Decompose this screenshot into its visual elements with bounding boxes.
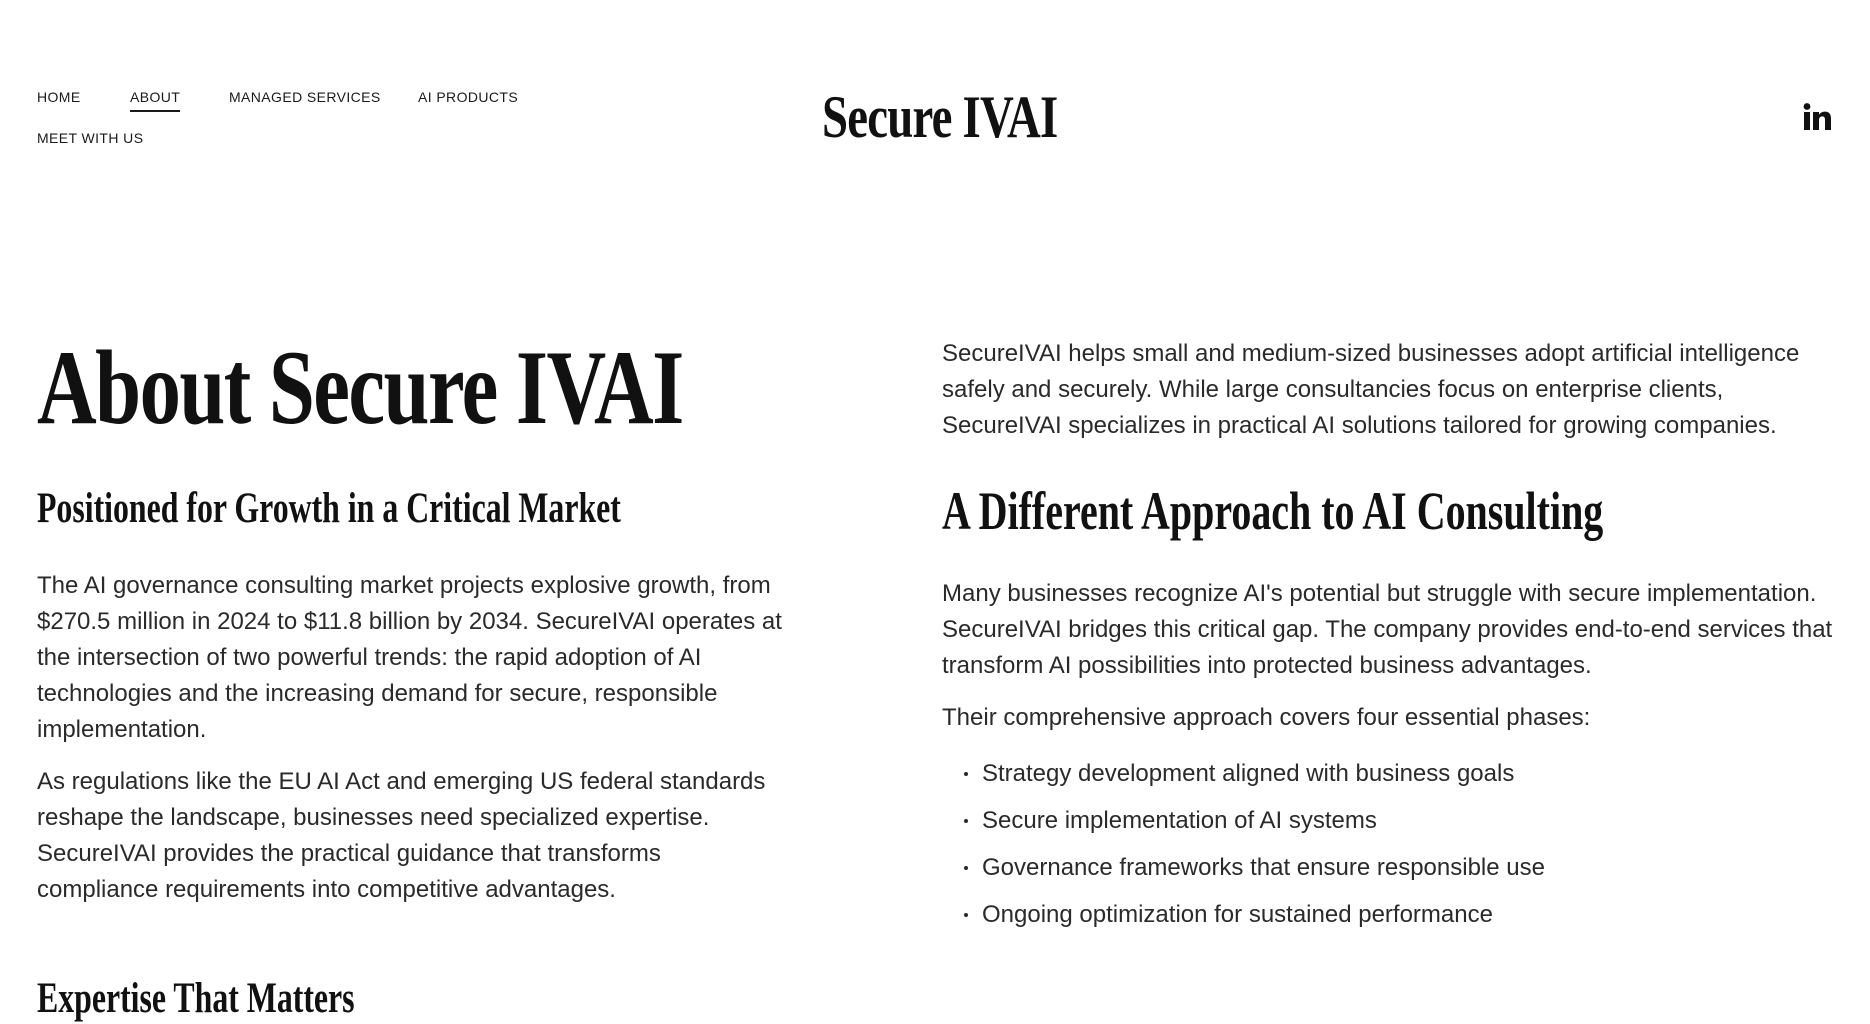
page-title: About Secure IVAI: [37, 329, 683, 446]
approach-paragraph: Many businesses recognize AI's potential but struggle with secure implementation. SecureIVAI bridges this critical gap. The company provides end-to-end services that transform AI possibilities into protected business advantages.: [942, 580, 1833, 679]
left-column: [37, 330, 797, 908]
list-item: [942, 756, 1842, 792]
nav-meet-with-us[interactable]: MEET WITH US: [37, 130, 144, 146]
phase-text: Secure implementation of AI systems: [982, 807, 1377, 834]
expertise-heading: Expertise That Matters: [37, 974, 355, 1022]
bullet-icon: [964, 819, 968, 823]
phase-text: Ongoing optimization for sustained performance: [982, 901, 1493, 928]
nav-home[interactable]: HOME: [37, 89, 81, 105]
site-logo[interactable]: Secure IVAI: [822, 84, 1058, 150]
nav-ai-products[interactable]: AI PRODUCTS: [418, 89, 519, 105]
phases-intro: Their comprehensive approach covers four essential phases:: [942, 704, 1591, 731]
market-paragraph: The AI governance consulting market projects explosive growth, from $270.5 million in 2024 to $11.8 billion by 2034. SecureIVAI operates at the intersection of two powerful trends: the rapid adoption of AI technologies and the increasing demand for secure, responsible implementation.: [37, 572, 782, 743]
intro-paragraph: SecureIVAI helps small and medium-sized businesses adopt artificial intelligence safely and securely. While large consultancies focus on enterprise clients, SecureIVAI specializes in practical AI solutions tailored for growing companies.: [942, 340, 1800, 439]
approach-heading: A Different Approach to AI Consulting: [942, 481, 1604, 541]
nav-about[interactable]: ABOUT: [130, 89, 181, 105]
regulations-paragraph: As regulations like the EU AI Act and emerging US federal standards reshape the landscape, businesses need specialized expertise. SecureIVAI provides the practical guidance that transforms compliance requirements into competitive advantages.: [37, 768, 766, 903]
nav-managed-services[interactable]: MANAGED SERVICES: [229, 89, 381, 105]
site-header: [0, 0, 1870, 200]
market-heading: Positioned for Growth in a Critical Market: [37, 485, 621, 532]
right-column: [942, 336, 1842, 944]
linkedin-icon[interactable]: [1802, 102, 1832, 132]
bullet-icon: [964, 913, 968, 917]
list-item: [942, 850, 1842, 886]
list-item: [942, 897, 1842, 933]
bullet-icon: [964, 772, 968, 776]
list-item: [942, 803, 1842, 839]
phase-text: Strategy development aligned with business goals: [982, 760, 1515, 787]
phase-text: Governance frameworks that ensure responsible use: [982, 854, 1545, 881]
bullet-icon: [964, 866, 968, 870]
phases-list: [942, 756, 1842, 933]
